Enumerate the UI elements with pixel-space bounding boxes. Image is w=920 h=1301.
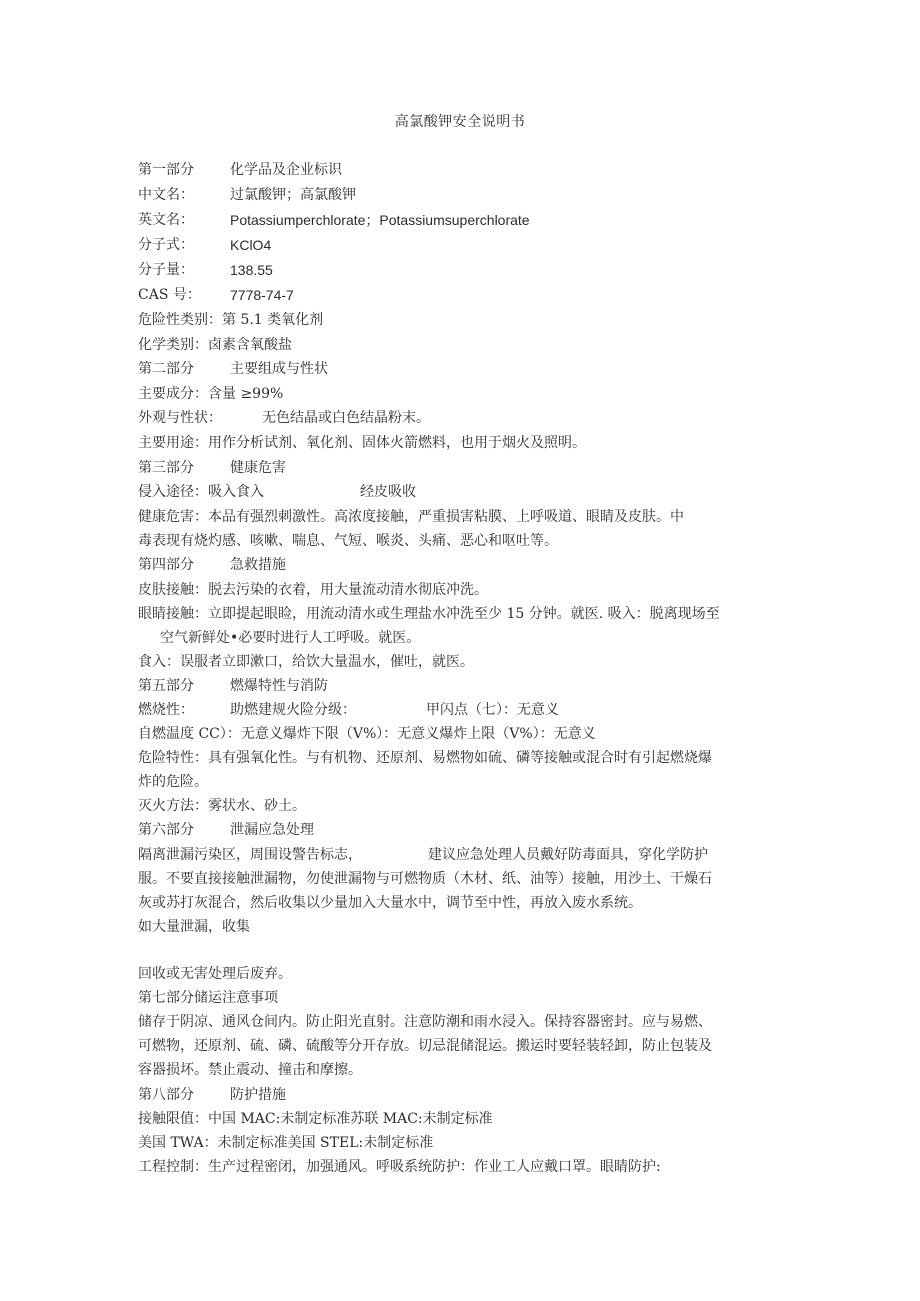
section-heading (138, 160, 342, 180)
text-line (138, 185, 356, 205)
field-value: 无色结晶或白色结晶粉末。 (262, 410, 430, 426)
field-label: 燃烧性： (138, 702, 194, 718)
section-heading (138, 555, 286, 575)
section-heading: 第七部分储运注意事项 (138, 990, 278, 1006)
text-line: 美国 TWA：未制定标准美国 STEL:未制定标准 (138, 1135, 434, 1151)
field-value: 138.55 (230, 262, 273, 278)
section-number: 第四部分 (138, 557, 194, 573)
section-number: 第二部分 (138, 361, 194, 377)
text-line (138, 210, 530, 230)
text-line: 如大量泄漏，收集 (138, 919, 250, 935)
text-line: 眼睛接触：立即提起眼睑，用流动清水或生理盐水冲洗至少 15 分钟。就医. 吸入：脱离现场至 (138, 606, 720, 622)
text-line: 储存于阴凉、通风仓间内。防止阳光直射。注意防潮和雨水浸入。保持容器密封。应与易燃、 (138, 1014, 712, 1030)
text-line (138, 700, 559, 720)
field-value: 7778-74-7 (230, 287, 294, 303)
field-value: 助燃建规火险分级： (230, 702, 356, 718)
text-line: 健康危害：本品有强烈刺激性。高浓度接触，严重损害粘膜、上呼吸道、眼睛及皮肤。中 (138, 509, 684, 525)
section-heading (138, 458, 286, 478)
field-value: KClO4 (230, 237, 272, 253)
section-number: 第五部分 (138, 678, 194, 694)
text-line: 自燃温度 CC）：无意义爆炸下限（V%）：无意义爆炸上限（V%）：无意义 (138, 726, 596, 742)
text-line (138, 235, 272, 255)
text-line (138, 285, 294, 305)
text-line: 化学类别：卤素含氧酸盐 (138, 337, 292, 353)
field-label: 外观与性状： (138, 410, 222, 426)
section-title: 急救措施 (230, 557, 286, 573)
text-line: 主要成分：含量 ≥99% (138, 386, 284, 402)
section-heading (138, 359, 328, 379)
text-line: 灭火方法：雾状水、砂土。 (138, 798, 306, 814)
text-line: 毒表现有烧灼感、咳嗽、喘息、气短、喉炎、头痛、恶心和呕吐等。 (138, 533, 558, 549)
section-title: 燃爆特性与消防 (230, 678, 328, 694)
section-title: 健康危害 (230, 460, 286, 476)
text-line: 主要用途：用作分析试剂、氧化剂、固体火箭燃料，也用于烟火及照明。 (138, 435, 586, 451)
field-value: 经皮吸收 (360, 484, 416, 500)
document-title: 高氯酸钾安全说明书 (394, 114, 526, 130)
section-title: 化学品及企业标识 (230, 162, 342, 178)
text-line: 空气新鲜处•必要时进行人工呼吸。就医。 (160, 630, 421, 646)
field-label: 英文名： (138, 212, 194, 228)
section-number: 第八部分 (138, 1087, 194, 1103)
text-line: 工程控制：生产过程密闭，加强通风。呼吸系统防护：作业工人应戴口罩。眼睛防护: (138, 1159, 661, 1175)
section-heading (138, 1085, 286, 1105)
text-line: 服。不要直接接触泄漏物，勿使泄漏物与可燃物质（木材、纸、油等）接触，用沙土、干燥石 (138, 871, 712, 887)
field-label: 中文名： (138, 187, 194, 203)
text-line: 灰或苏打灰混合，然后收集以少量加入大量水中，调节至中性，再放入废水系统。 (138, 895, 642, 911)
field-value: Potassiumperchlorate；Potassiumsuperchlorate (230, 212, 530, 228)
text-line (138, 260, 273, 280)
text-line (138, 408, 430, 428)
text-line: 皮肤接触：脱去污染的衣着，用大量流动清水彻底冲洗。 (138, 582, 488, 598)
field-label: 分子式： (138, 237, 194, 253)
field-value: 过氯酸钾；高氯酸钾 (230, 187, 356, 203)
text-line (138, 482, 416, 502)
field-label: CAS 号： (138, 287, 201, 303)
section-title: 泄漏应急处理 (230, 822, 314, 838)
text-line: 回收或无害处理后废弃。 (138, 966, 292, 982)
section-heading (138, 820, 314, 840)
section-heading (138, 676, 328, 696)
section-number: 第三部分 (138, 460, 194, 476)
text-line: 危险性类别：第 5.1 类氧化剂 (138, 312, 324, 328)
text-line: 可燃物，还原剂、硫、磷、硫酸等分开存放。切忌混储混运。搬运时要轻装轻卸，防止包装及 (138, 1038, 712, 1054)
field-label: 侵入途径：吸入食入 (138, 484, 264, 500)
text-line (138, 845, 708, 865)
field-value: 甲闪点（七）：无意义 (426, 702, 559, 718)
section-number: 第一部分 (138, 162, 194, 178)
text-line: 食入：误服者立即漱口，给饮大量温水，催吐，就医。 (138, 654, 474, 670)
text-line: 容器损坏。禁止震动、撞击和摩擦。 (138, 1062, 362, 1078)
text-line: 接触限值：中国 MAC:未制定标准苏联 MAC:未制定标准 (138, 1111, 493, 1127)
section-number: 第六部分 (138, 822, 194, 838)
text-segment: 隔离泄漏污染区，周围设警告标志， (138, 847, 362, 863)
field-label: 分子量： (138, 262, 194, 278)
section-title: 防护措施 (230, 1087, 286, 1103)
text-segment: 建议应急处理人员戴好防毒面具，穿化学防护 (428, 847, 708, 863)
text-line: 炸的危险。 (138, 774, 208, 790)
text-line: 危险特性：具有强氧化性。与有机物、还原剂、易燃物如硫、磷等接触或混合时有引起燃烧爆 (138, 750, 712, 766)
section-title: 主要组成与性状 (230, 361, 328, 377)
